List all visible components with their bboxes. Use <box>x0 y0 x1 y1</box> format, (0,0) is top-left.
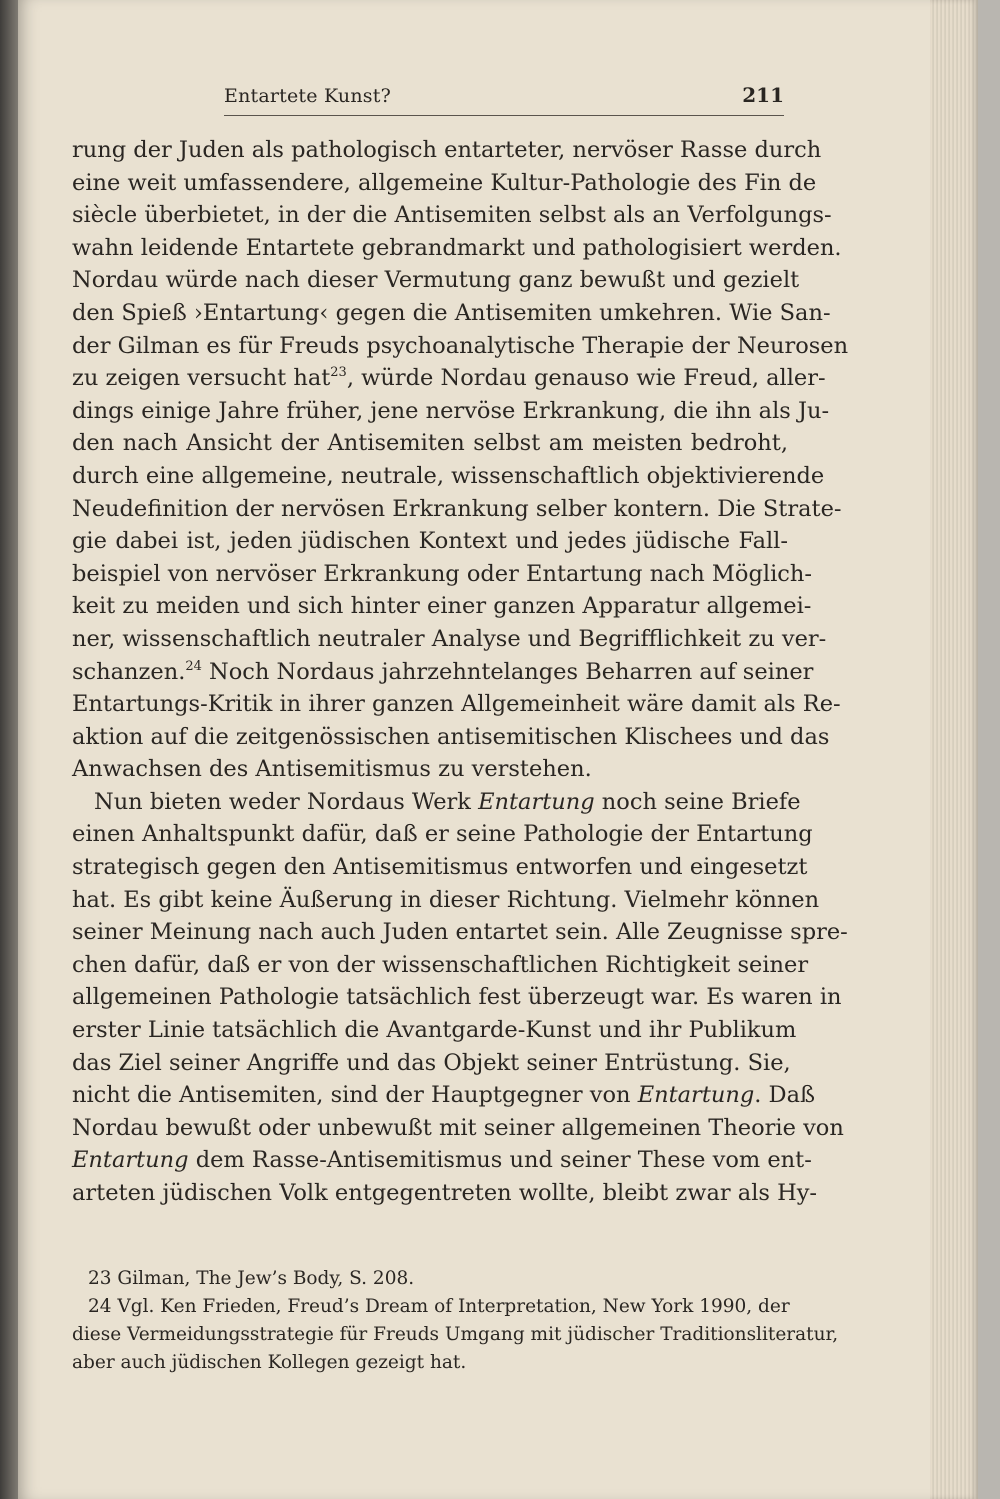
text-line: dings einige Jahre früher, jene nervöse Erkrankung, die ihn als Ju- <box>72 397 830 424</box>
running-title: Entartete Kunst? <box>224 85 391 107</box>
text-line: einen Anhaltspunkt dafür, daß er seine Pathologie der Entartung <box>72 821 813 848</box>
text-line <box>72 786 801 819</box>
footnote-ref-23[interactable]: 23 <box>330 365 347 381</box>
text-segment: nicht die Antisemiten, sind der Hauptgegner von <box>72 1082 638 1109</box>
page-edges <box>930 0 978 1499</box>
italic-title: Entartung <box>72 1147 189 1174</box>
background-strip <box>978 0 1000 1499</box>
text-line: den nach Ansicht der Antisemiten selbst am meisten bedroht, <box>72 430 788 457</box>
text-segment: dem Rasse-Antisemitismus und seiner These vom ent- <box>188 1147 812 1174</box>
footnote-ref-24[interactable]: 24 <box>185 658 202 674</box>
footnote-23: 23 Gilman, The Jew’s Body, S. 208. <box>88 1268 415 1289</box>
text-line <box>72 1079 816 1112</box>
text-line: Entartungs-Kritik in ihrer ganzen Allgemeinheit wäre damit als Re- <box>72 691 841 718</box>
text-line: Anwachsen des Antisemitismus zu verstehen. <box>72 756 592 783</box>
text-line: Nordau bewußt oder unbewußt mit seiner allgemeinen Theorie von <box>72 1114 844 1141</box>
text-line: siècle überbietet, in der die Antisemiten selbst als an Verfolgungs- <box>72 202 832 229</box>
text-line: rung der Juden als pathologisch entarteter, nervöser Rasse durch <box>72 137 822 163</box>
footnote-24: 24 Vgl. Ken Frieden, Freud’s Dream of Interpretation, New York 1990, der <box>88 1296 790 1317</box>
text-line: hat. Es gibt keine Äußerung in dieser Richtung. Vielmehr können <box>72 886 820 913</box>
text-segment: , würde Nordau genauso wie Freud, aller- <box>346 365 826 392</box>
footnotes <box>72 1265 839 1377</box>
text-line <box>72 656 814 689</box>
text-line: aktion auf die zeitgenössischen antisemitischen Klischees und das <box>72 723 830 750</box>
text-line: eine weit umfassendere, allgemeine Kultur-Pathologie des Fin de <box>72 169 817 196</box>
footnote-24-line: aber auch jüdischen Kollegen gezeigt hat. <box>72 1352 467 1373</box>
page-number: 211 <box>742 83 784 107</box>
text-line: allgemeinen Pathologie tatsächlich fest überzeugt war. Es waren in <box>72 984 842 1011</box>
text-line: das Ziel seiner Angriffe und das Objekt seiner Entrüstung. Sie, <box>72 1049 791 1076</box>
text-line: den Spieß ›Entartung‹ gegen die Antisemiten umkehren. Wie San- <box>72 299 831 326</box>
text-line: strategisch gegen den Antisemitismus entworfen und eingesetzt <box>72 854 808 881</box>
text-line: der Gilman es für Freuds psychoanalytische Therapie der Neurosen <box>72 332 849 359</box>
text-line: chen dafür, daß er von der wissenschaftlichen Richtigkeit seiner <box>72 951 809 978</box>
text-line: ner, wissenschaftlich neutraler Analyse und Begrifflichkeit zu ver- <box>72 625 827 652</box>
italic-title: Entartung <box>478 788 595 815</box>
text-line: gie dabei ist, jeden jüdischen Kontext und jedes jüdische Fall- <box>72 528 788 555</box>
text-line: Nordau würde nach dieser Vermutung ganz bewußt und gezielt <box>72 267 800 294</box>
text-line <box>72 1144 812 1177</box>
text-line: durch eine allgemeine, neutrale, wissenschaftlich objektivierende <box>72 462 825 489</box>
text-line: Neudefinition der nervösen Erkrankung selber kontern. Die Strate- <box>72 495 842 522</box>
text-line: beispiel von nervöser Erkrankung oder Entartung nach Möglich- <box>72 560 812 587</box>
footnote-24-line: diese Vermeidungsstrategie für Freuds Umgang mit jüdischer Traditionsliteratur, <box>72 1324 839 1345</box>
text-line: erster Linie tatsächlich die Avantgarde-Kunst und ihr Publikum <box>72 1017 797 1044</box>
text-segment: noch seine Briefe <box>594 788 801 815</box>
text-line: seiner Meinung nach auch Juden entartet sein. Alle Zeugnisse spre- <box>72 919 848 946</box>
text-segment: Noch Nordaus jahrzehntelanges Beharren auf seiner <box>201 658 814 685</box>
text-segment: . Daß <box>754 1082 816 1109</box>
body-text <box>72 134 849 1210</box>
running-head <box>224 83 784 116</box>
text-segment: Nun bieten weder Nordaus Werk <box>94 788 479 815</box>
text-segment: schanzen. <box>72 658 186 685</box>
text-line: arteten jüdischen Volk entgegentreten wollte, bleibt zwar als Hy- <box>72 1180 818 1206</box>
text-segment: zu zeigen versucht hat <box>72 365 331 392</box>
italic-title: Entartung <box>637 1082 755 1109</box>
text-line: wahn leidende Entartete gebrandmarkt und pathologisiert werden. <box>72 234 842 261</box>
text-line <box>72 362 826 395</box>
text-line: keit zu meiden und sich hinter einer ganzen Apparatur allgemei- <box>72 593 812 620</box>
